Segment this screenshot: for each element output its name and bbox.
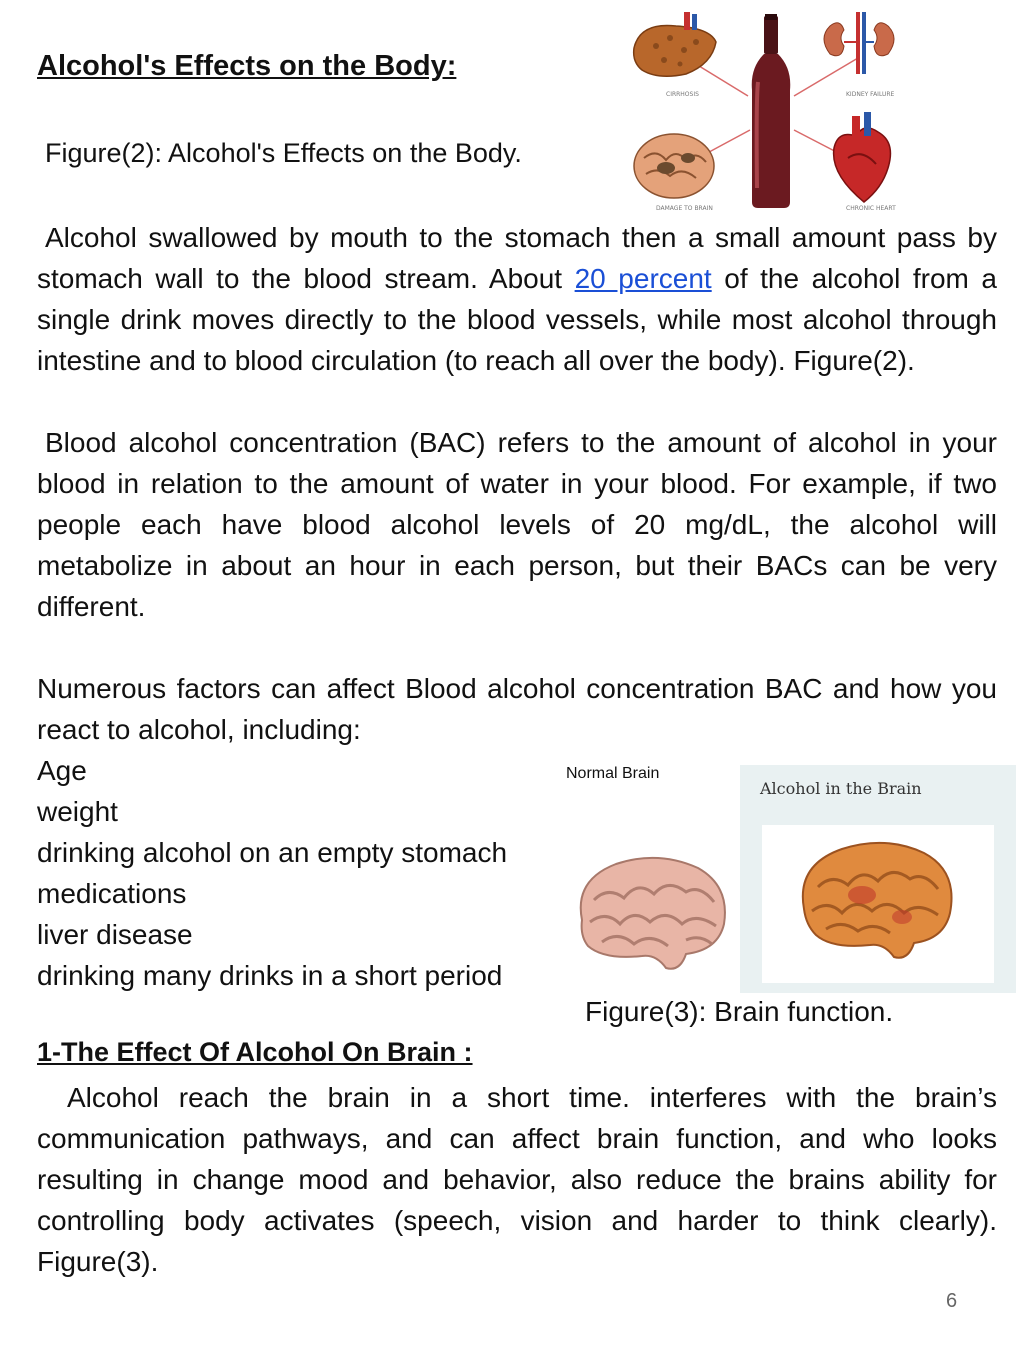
list-item: weight bbox=[37, 796, 118, 827]
figure3-caption: Figure(3): Brain function. bbox=[585, 996, 894, 1027]
brain-icon bbox=[634, 134, 714, 198]
figure2-caption: Figure(2): Alcohol's Effects on the Body. bbox=[45, 138, 522, 168]
heart-icon bbox=[834, 112, 891, 202]
list-item: liver disease bbox=[37, 919, 193, 950]
brain-label: DAMAGE TO BRAIN bbox=[656, 205, 713, 212]
paragraph-absorption-text: Alcohol swallowed by mouth to the stomach then a small amount pass by stomach wall to the blood stream. About bbox=[37, 222, 997, 294]
alcohol-brain-title: Alcohol in the Brain bbox=[760, 779, 922, 798]
percent-link[interactable]: 20 percent bbox=[574, 263, 712, 294]
liver-icon bbox=[634, 12, 716, 76]
page-number: 6 bbox=[946, 1290, 958, 1312]
kidney-icon bbox=[824, 12, 894, 74]
normal-brain-label: Normal Brain bbox=[566, 765, 660, 782]
alcohol-brain-panel bbox=[762, 825, 994, 983]
liver-label: CIRRHOSIS bbox=[666, 91, 699, 98]
paragraph-brain-effect bbox=[37, 1077, 997, 1282]
wine-bottle-icon bbox=[752, 14, 791, 208]
paragraph-absorption bbox=[37, 217, 997, 381]
heart-label: CHRONIC HEART bbox=[846, 205, 896, 212]
list-item: Age bbox=[37, 755, 87, 786]
alcohol-brain-image bbox=[762, 825, 994, 983]
section-heading-brain: 1-The Effect Of Alcohol On Brain : bbox=[37, 1037, 473, 1067]
paragraph-brain-effect-text: Alcohol reach the brain in a short time. interferes with the brain’s communication pathways, and can affect brain function, and who looks resulting in change mood and behavior, also reduce the brains ability for controlling body activates (speech, vision and harder to think clearly). Figure(3). bbox=[37, 1082, 997, 1277]
paragraph-bac-text: Blood alcohol concentration (BAC) refers to the amount of alcohol in your blood in relation to the amount of water in your blood. For example, if two people each have blood alcohol levels of 20 mg/dL, the alcohol will metabolize in about an hour in each person, but their BACs can be very different. bbox=[37, 427, 997, 622]
list-item: medications bbox=[37, 878, 187, 909]
figure2-illustration bbox=[626, 8, 918, 213]
page-title: Alcohol's Effects on the Body: bbox=[37, 50, 457, 82]
paragraph-absorption-text-end: of the alcohol from a single drink moves directly to the blood vessels, while most alcohol through intestine and to blood circulation (to reach all over the body). Figure(2). bbox=[37, 263, 997, 376]
list-item: drinking alcohol on an empty stomach bbox=[37, 837, 508, 868]
normal-brain-image bbox=[568, 850, 734, 980]
alcohol-brain-figure bbox=[740, 765, 1016, 993]
paragraph-factors-intro: Numerous factors can affect Blood alcohol concentration BAC and how you react to alcohol, including: bbox=[37, 673, 997, 745]
paragraph-bac bbox=[37, 422, 997, 627]
factors-list bbox=[37, 750, 507, 996]
list-item: drinking many drinks in a short period bbox=[37, 960, 503, 991]
kidney-label: KIDNEY FAILURE bbox=[846, 91, 895, 98]
